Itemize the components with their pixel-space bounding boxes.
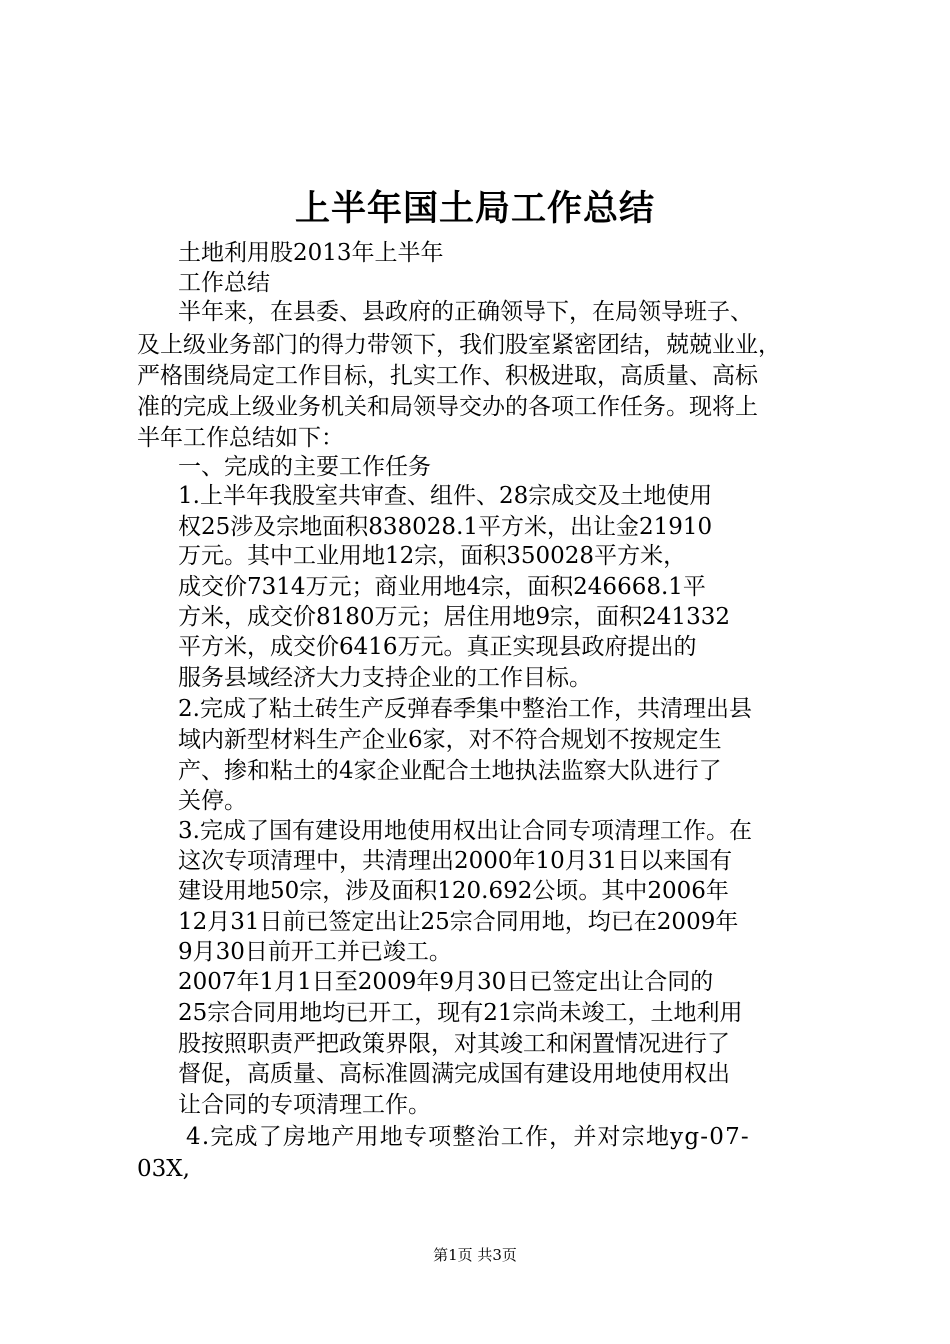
text-line: 方米，成交价8180万元；居住用地9宗，面积241332 bbox=[178, 604, 730, 630]
text-line: 2.完成了粘土砖生产反弹春季集中整治工作，共清理出县 bbox=[178, 696, 752, 722]
text-line: 土地利用股2013年上半年 bbox=[178, 240, 444, 266]
text-line: 产、掺和粘土的4家企业配合土地执法监察大队进行了 bbox=[178, 758, 722, 784]
text-line: 严格围绕局定工作目标，扎实工作、积极进取，高质量、高标 bbox=[137, 363, 758, 389]
text-line: 1.上半年我股室共审查、组件、28宗成交及土地使用 bbox=[178, 483, 713, 509]
text-line: 服务县域经济大力支持企业的工作目标。 bbox=[178, 665, 592, 691]
text-line: 成交价7314万元；商业用地4宗，面积246668.1平 bbox=[178, 574, 706, 600]
text-line: 域内新型材料生产企业6家，对不符合规划不按规定生 bbox=[178, 727, 722, 753]
text-line: 平方米，成交价6416万元。真正实现县政府提出的 bbox=[178, 634, 697, 660]
text-line: 督促，高质量、高标准圆满完成国有建设用地使用权出 bbox=[178, 1061, 730, 1087]
section-heading: 一、完成的主要工作任务 bbox=[178, 454, 431, 480]
text-line: 万元。其中工业用地12宗，面积350028平方米， bbox=[178, 543, 687, 569]
text-line: 工作总结 bbox=[178, 270, 270, 296]
text-line: 2007年1月1日至2009年9月30日已签定出让合同的 bbox=[178, 969, 714, 995]
text-line: 权25涉及宗地面积838028.1平方米，出让金21910 bbox=[178, 514, 713, 540]
text-line: 半年来，在县委、县政府的正确领导下，在局领导班子、 bbox=[178, 299, 753, 325]
text-line: 3.完成了国有建设用地使用权出让合同专项清理工作。在 bbox=[178, 818, 752, 844]
page-footer: 第1页 共3页 bbox=[433, 1246, 517, 1264]
text-line: 让合同的专项清理工作。 bbox=[178, 1092, 431, 1118]
text-line: 03X, bbox=[137, 1156, 190, 1182]
text-line: 建设用地50宗，涉及面积120.692公顷。其中2006年 bbox=[178, 878, 729, 904]
text-line: 半年工作总结如下： bbox=[137, 425, 344, 451]
text-line: 及上级业务部门的得力带领下，我们股室紧密团结，兢兢业业， bbox=[137, 332, 781, 358]
text-line: 25宗合同用地均已开工，现有21宗尚未竣工，土地利用 bbox=[178, 1000, 743, 1026]
text-line: 准的完成上级业务机关和局领导交办的各项工作任务。现将上 bbox=[137, 394, 758, 420]
document-title: 上半年国土局工作总结 bbox=[294, 188, 655, 229]
text-line: 12月31日前已签定出让25宗合同用地，均已在2009年 bbox=[178, 909, 739, 935]
text-line: 这次专项清理中，共清理出2000年10月31日以来国有 bbox=[178, 848, 733, 874]
text-line: 股按照职责严把政策界限，对其竣工和闲置情况进行了 bbox=[178, 1031, 730, 1057]
text-line: 4.完成了房地产用地专项整治工作，并对宗地yg-07- bbox=[186, 1124, 750, 1150]
text-line: 9月30日前开工并已竣工。 bbox=[178, 939, 452, 965]
text-line: 关停。 bbox=[178, 788, 247, 814]
